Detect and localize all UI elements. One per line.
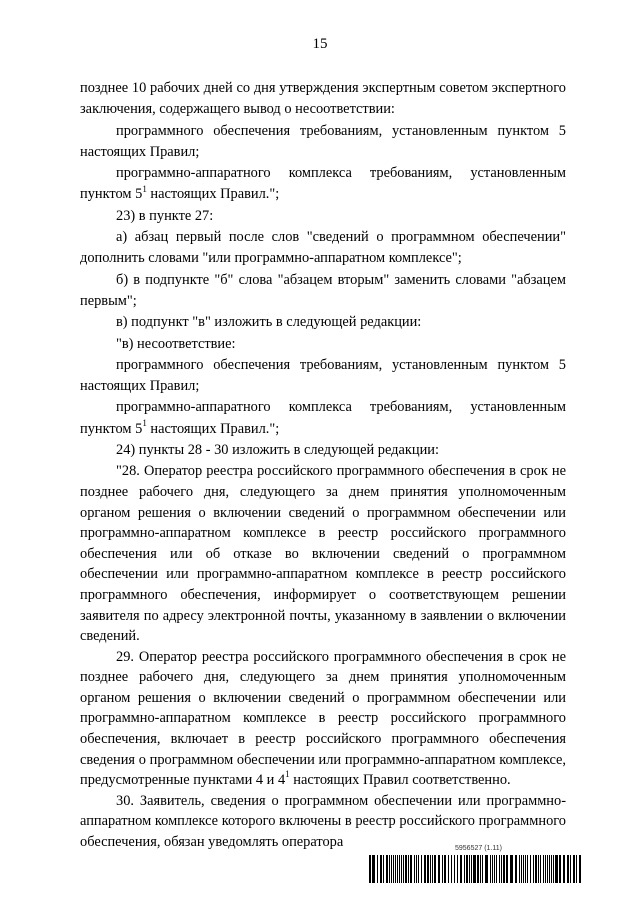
superscript-1: 1 xyxy=(142,183,147,194)
paragraph-5: а) абзац первый после слов "сведений о программном обеспечении" дополнить словами "или программно-аппаратном комплексе"; xyxy=(80,229,566,267)
superscript-1: 1 xyxy=(142,417,147,428)
paragraph-10-text: программно-аппаратного комплекса требованиям, установленным пунктом 5 xyxy=(80,399,566,437)
paragraph-13-text: 29. Оператор реестра российского программного обеспечения в срок не позднее рабочего дня, следующего за днем принятия уполномоченным органом решения о включении сведений о программном обеспечении или программно-аппаратном комплексе в реестр российского программного обеспечения, включает в реестр российского программного обеспечения сведения о программном обеспечении или программно-аппаратном комплексе, предусмотренные пунктами 4 и 4 xyxy=(80,648,566,789)
paragraph-10-tail: настоящих Правил."; xyxy=(146,420,280,437)
paragraph-2: программного обеспечения требованиям, установленным пунктом 5 настоящих Правил; xyxy=(80,122,566,160)
page-number: 15 xyxy=(312,36,328,52)
superscript-1: 1 xyxy=(285,769,290,780)
paragraph-3-tail: настоящих Правил."; xyxy=(146,186,280,203)
paragraph-6: б) в подпункте "б" слова "абзацем вторым" заменить словами "абзацем первым"; xyxy=(80,271,566,309)
paragraph-3 xyxy=(80,163,566,206)
document-body xyxy=(80,78,566,853)
paragraph-1: позднее 10 рабочих дней со дня утверждения экспертным советом экспертного заключения, содержащего вывод о несоответствии: xyxy=(80,80,566,118)
paragraph-10 xyxy=(80,397,566,440)
paragraph-8: "в) несоответствие: xyxy=(116,335,236,352)
paragraph-13-tail: настоящих Правил соответственно. xyxy=(289,772,511,789)
paragraph-3-text: программно-аппаратного комплекса требованиям, установленным пунктом 5 xyxy=(80,165,566,203)
document-code: 5956527 (1.11) xyxy=(455,845,502,852)
paragraph-12: "28. Оператор реестра российского программного обеспечения в срок не позднее рабочего дня, следующего за днем принятия уполномоченным органом решения о включении сведений о программном обеспечении или программно-аппаратном комплексе в реестр российского программного обеспечения или об отказе во включении сведений о программном обеспечении или программно-аппаратном комплексе в реестр российского программного обеспечения, информирует о соответствующем решении заявителя по адресу электронной почты, указанному в заявлении о включении сведений. xyxy=(80,463,566,645)
paragraph-9: программного обеспечения требованиям, установленным пунктом 5 настоящих Правил; xyxy=(80,356,566,395)
paragraph-14: 30. Заявитель, сведения о программном обеспечении или программно-аппаратном комплексе которого включены в реестр российского программного обеспечения, обязан уведомлять оператора xyxy=(80,792,566,851)
paragraph-13 xyxy=(80,647,566,791)
barcode xyxy=(369,855,583,883)
paragraph-11: 24) пункты 28 - 30 изложить в следующей редакции: xyxy=(116,442,439,459)
paragraph-7: в) подпункт "в" изложить в следующей редакции: xyxy=(116,314,422,331)
paragraph-4: 23) в пункте 27: xyxy=(116,207,214,224)
